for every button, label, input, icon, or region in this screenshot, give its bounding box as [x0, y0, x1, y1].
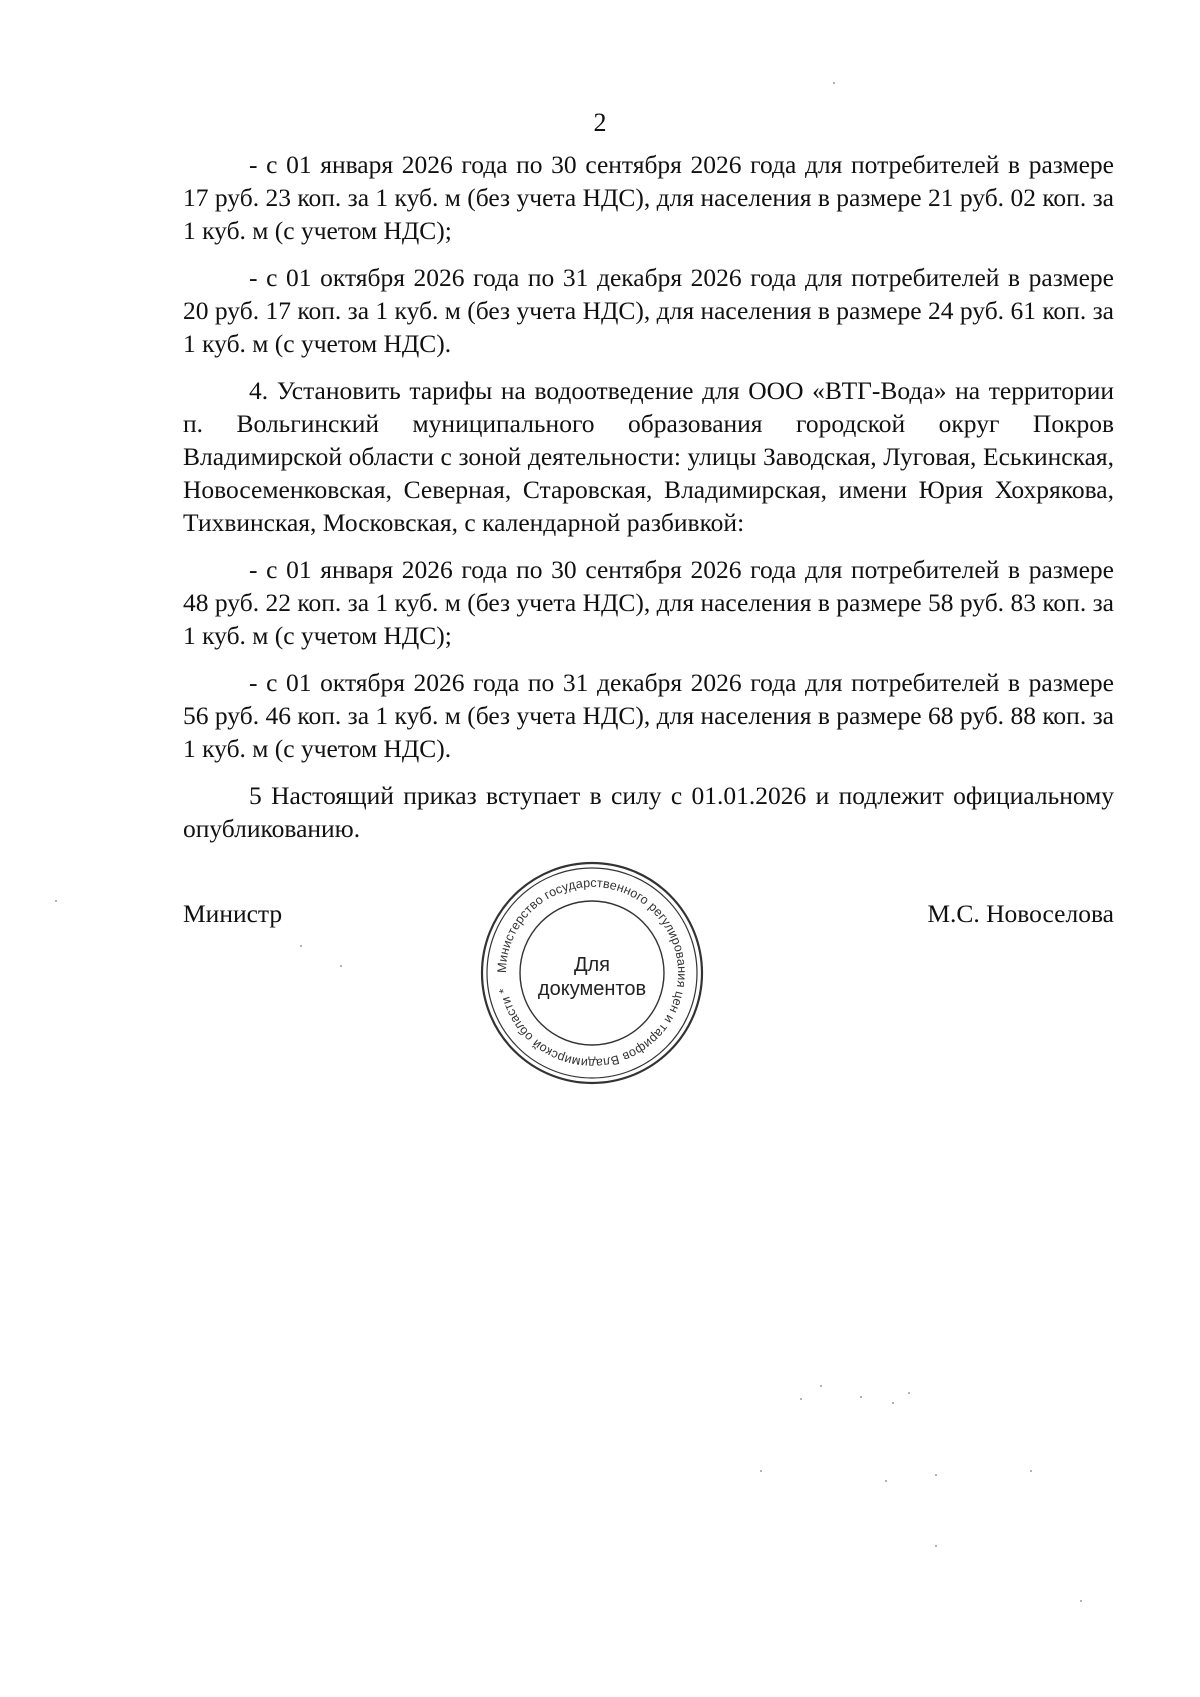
page-number: 2 — [593, 108, 607, 137]
document-body — [183, 148, 1114, 859]
scan-speck — [892, 1402, 894, 1404]
scan-speck — [935, 1545, 937, 1547]
scan-speck — [935, 1474, 937, 1476]
paragraph-tariff-period-4: - с 01 октября 2026 года по 31 декабря 2026 года для потребителей в размере 56 руб. 46 коп. за 1 куб. м (без учета НДС), для населения в размере 68 руб. 88 коп. за 1 куб. м (с учетом НДС). — [183, 668, 1114, 763]
paragraph-tariff-period-1: - с 01 января 2026 года по 30 сентября 2026 года для потребителей в размере 17 руб. 23 коп. за 1 куб. м (без учета НДС), для населения в размере 21 руб. 02 коп. за 1 куб. м (с учетом НДС); — [183, 150, 1114, 245]
stamp-center-line-2: документов — [537, 978, 647, 1000]
paragraph-tariff-period-2: - с 01 октября 2026 года по 31 декабря 2026 года для потребителей в размере 20 руб. 17 коп. за 1 куб. м (без учета НДС), для населения в размере 24 руб. 61 коп. за 1 куб. м (с учетом НДС). — [183, 263, 1114, 358]
scan-speck — [340, 965, 342, 967]
scan-speck — [908, 1392, 910, 1394]
scan-speck — [1030, 1470, 1032, 1472]
scan-speck — [760, 1470, 762, 1472]
scan-speck — [833, 82, 835, 84]
paragraph-item-5: 5 Настоящий приказ вступает в силу с 01.01.2026 и подлежит официальному опубликованию. — [183, 781, 1114, 843]
scan-speck — [55, 900, 57, 902]
signatory-name: М.С. Новоселова — [927, 899, 1114, 928]
signatory-title: Министр — [183, 899, 283, 928]
scan-speck — [820, 1385, 822, 1387]
scan-speck — [1080, 1600, 1082, 1602]
official-stamp — [478, 859, 706, 1087]
paragraph-tariff-period-3: - с 01 января 2026 года по 30 сентября 2026 года для потребителей в размере 48 руб. 22 коп. за 1 куб. м (без учета НДС), для населения в размере 58 руб. 83 коп. за 1 куб. м (с учетом НДС); — [183, 555, 1114, 650]
stamp-ring-text: Министерство государственного регулирования цен и тарифов Владимирской области * — [494, 875, 690, 1071]
paragraph-item-4: 4. Установить тарифы на водоотведение для ООО «ВТГ-Вода» на территории п. Вольгинский муниципального образования городской округ Покров Владимирской области с зоной деятельности: улицы Заводская, Луговая, Еськинская, Новосеменковская, Северная, Старовская, Владимирская, имени Юрия Хохрякова, Тихвинская, Московская, с календарной разбивкой: — [183, 376, 1114, 537]
scan-speck — [860, 1396, 862, 1398]
scan-speck — [885, 1480, 887, 1482]
stamp-center-line-1: Для — [573, 954, 611, 976]
scan-speck — [800, 1398, 802, 1400]
scan-speck — [300, 945, 302, 947]
stamp-center-text — [478, 953, 706, 1001]
